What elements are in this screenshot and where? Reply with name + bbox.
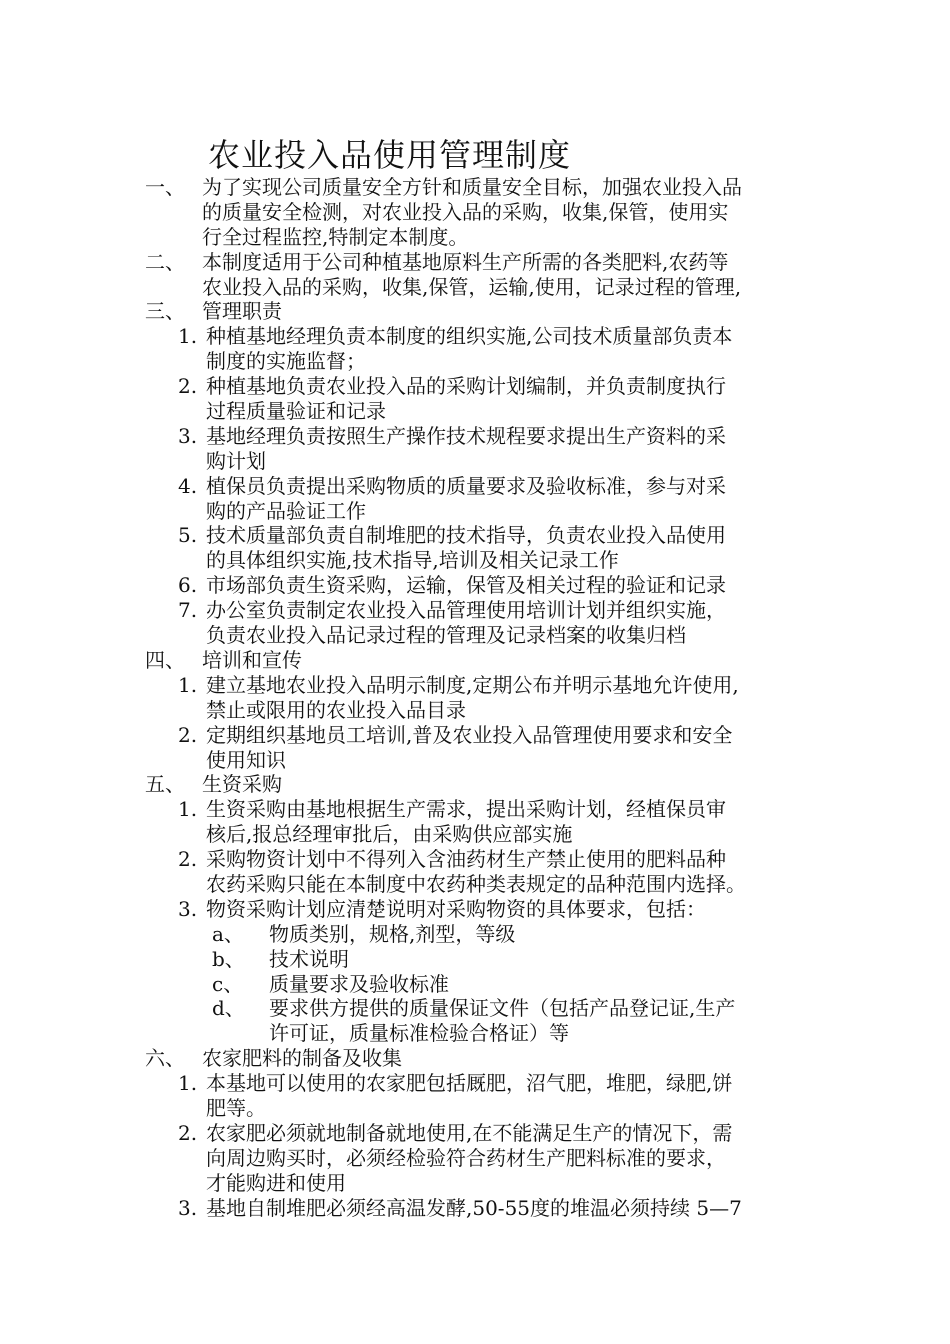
section-1-number: 一、: [145, 175, 185, 199]
list-item: 1. 建立基地农业投入品明示制度,定期公布并明示基地允许使用,: [178, 673, 739, 697]
section-5-heading-text: 生资采购: [202, 772, 282, 796]
list-item: 1. 生资采购由基地根据生产需求，提出采购计划，经植保员审: [178, 797, 726, 821]
list-item: 7. 办公室负责制定农业投入品管理使用培训计划并组织实施，: [178, 598, 726, 622]
list-item: 2. 种植基地负责农业投入品的采购计划编制，并负责制度执行: [178, 374, 726, 398]
section-1-line-3: 行全过程监控,特制定本制度。: [202, 225, 469, 249]
section-6-number: 六、: [145, 1046, 185, 1070]
section-5-number: 五、: [145, 772, 185, 796]
list-item: 2. 农家肥必须就地制备就地使用,在不能满足生产的情况下，需: [178, 1121, 733, 1145]
section-1-line-2: 的质量安全检测，对农业投入品的采购，收集,保管，使用实: [202, 200, 729, 224]
list-item: 3. 基地经理负责按照生产操作技术规程要求提出生产资料的采: [178, 424, 726, 448]
section-1-text: 为了实现公司质量安全方针和质量安全目标，加强农业投入品: [202, 175, 742, 199]
section-1-line-1: [145, 174, 742, 200]
list-item-continuation: 核后,报总经理审批后，由采购供应部实施: [206, 822, 573, 846]
list-item: 6. 市场部负责生资采购，运输，保管及相关过程的验证和记录: [178, 573, 726, 597]
list-item: 2. 采购物资计划中不得列入含油药材生产禁止使用的肥料品种: [178, 847, 726, 871]
list-item: 1. 种植基地经理负责本制度的组织实施,公司技术质量部负责本: [178, 324, 733, 348]
section-3-heading-text: 管理职责: [202, 299, 282, 323]
list-item-continuation: 负责农业投入品记录过程的管理及记录档案的收集归档: [206, 623, 686, 647]
list-item-continuation: 才能购进和使用: [206, 1171, 346, 1195]
document-title: 农业投入品使用管理制度: [208, 136, 572, 174]
section-6-heading-text: 农家肥料的制备及收集: [202, 1046, 402, 1070]
list-item-continuation: 过程质量验证和记录: [206, 399, 386, 423]
list-item: 3. 基地自制堆肥必须经高温发酵,50-55度的堆温必须持续 5—7: [178, 1196, 742, 1220]
list-item: 1. 本基地可以使用的农家肥包括厩肥，沼气肥，堆肥，绿肥,饼: [178, 1071, 733, 1095]
list-item-continuation: 农药采购只能在本制度中农药种类表规定的品种范围内选择。: [206, 872, 746, 896]
list-item-continuation: 购的产品验证工作: [206, 499, 366, 523]
section-5-heading: [145, 771, 282, 797]
sub-list-item-continuation: 许可证，质量标准检验合格证）等: [269, 1021, 569, 1045]
list-item: 2. 定期组织基地员工培训,普及农业投入品管理使用要求和安全: [178, 723, 733, 747]
list-item-continuation: 向周边购买时，必须经检验符合药材生产肥料标准的要求，: [206, 1146, 726, 1170]
list-item-continuation: 禁止或限用的农业投入品目录: [206, 698, 466, 722]
list-item: 3. 物资采购计划应清楚说明对采购物资的具体要求，包括：: [178, 897, 706, 921]
section-4-heading: [145, 647, 302, 673]
list-item-continuation: 肥等。: [206, 1096, 266, 1120]
list-item-continuation: 购计划: [206, 449, 266, 473]
sub-list-item: d、 要求供方提供的质量保证文件（包括产品登记证,生产: [212, 996, 736, 1020]
sub-list-item: c、 质量要求及验收标准: [212, 972, 449, 996]
sub-list-item: a、 物质类别，规格,剂型，等级: [212, 922, 516, 946]
sub-list-item: b、 技术说明: [212, 947, 349, 971]
list-item-continuation: 使用知识: [206, 748, 286, 772]
list-item: 5. 技术质量部负责自制堆肥的技术指导，负责农业投入品使用: [178, 523, 726, 547]
list-item-continuation: 的具体组织实施,技术指导,培训及相关记录工作: [206, 548, 619, 572]
section-2-line-2: 农业投入品的采购，收集,保管，运输,使用，记录过程的管理,: [202, 275, 742, 299]
section-3-number: 三、: [145, 299, 185, 323]
section-2-line-1: [145, 249, 728, 275]
section-6-heading: [145, 1045, 402, 1071]
section-4-number: 四、: [145, 648, 185, 672]
list-item: 4. 植保员负责提出采购物质的质量要求及验收标准，参与对采: [178, 474, 726, 498]
section-2-text: 本制度适用于公司种植基地原料生产所需的各类肥料,农药等: [202, 250, 729, 274]
section-4-heading-text: 培训和宣传: [202, 648, 302, 672]
section-3-heading: [145, 298, 282, 324]
section-2-number: 二、: [145, 250, 185, 274]
list-item-continuation: 制度的实施监督；: [206, 349, 366, 373]
